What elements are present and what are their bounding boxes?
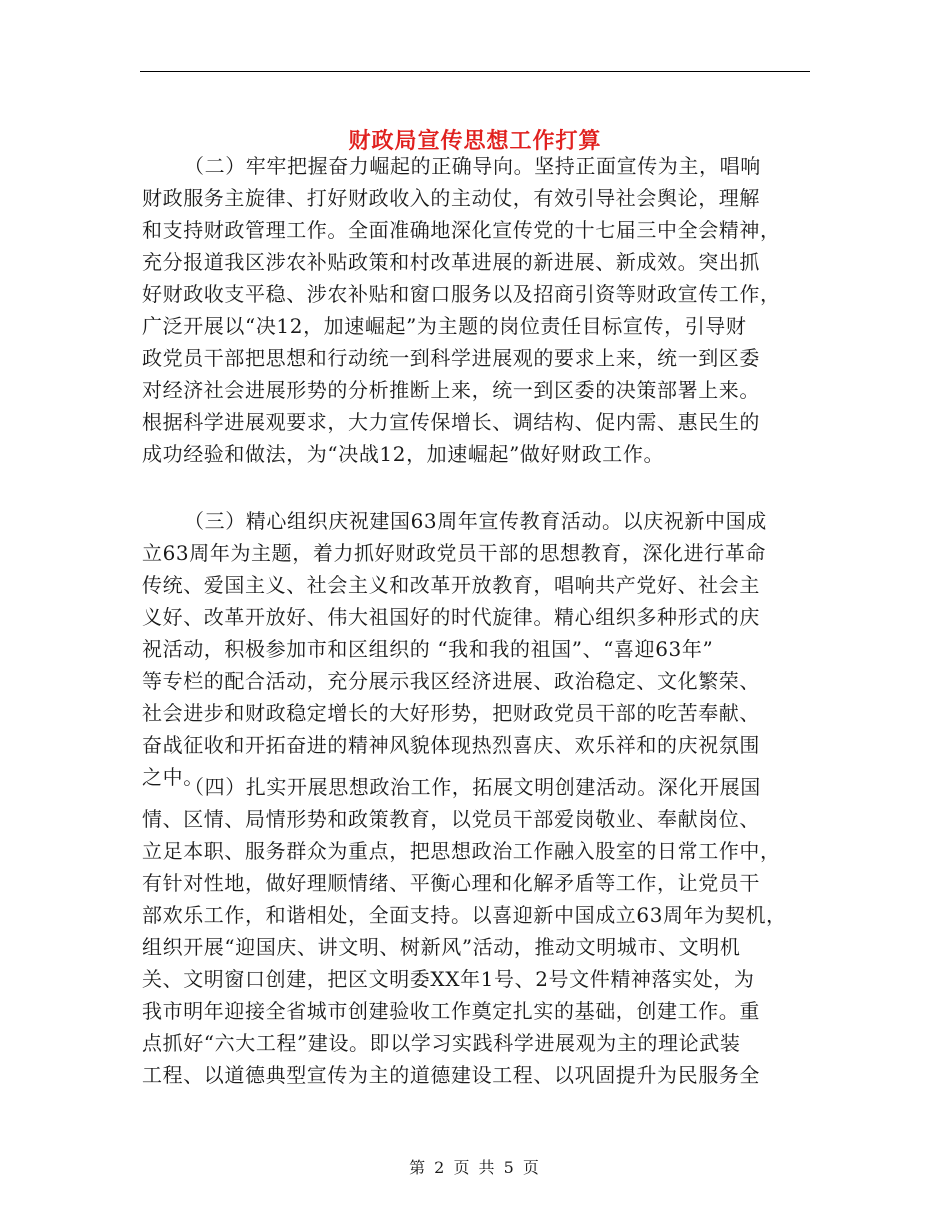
paragraph-line: 好财政收支平稳、涉农补贴和窗口服务以及招商引资等财政宣传工作，: [142, 282, 781, 306]
paragraph-line: （三）精心组织庆祝建国63周年宣传教育活动。以庆祝新中国成: [184, 509, 767, 533]
paragraph-line: 和支持财政管理工作。全面准确地深化宣传党的十七届三中全会精神，: [142, 218, 781, 242]
paragraph-line: 工程、以道德典型宣传为主的道德建设工程、以巩固提升为民服务全: [142, 1063, 760, 1087]
paragraph-line: 广泛开展以“决12，加速崛起”为主题的岗位责任目标宣传，引导财: [142, 314, 747, 338]
paragraph-line: （四）扎实开展思想政治工作，拓展文明创建活动。深化开展国: [184, 775, 761, 799]
paragraph-line: 我市明年迎接全省城市创建验收工作奠定扎实的基础，创建工作。重: [142, 999, 760, 1023]
page-number-footer: 第 2 页 共 5 页: [409, 1158, 541, 1177]
paragraph-line: 充分报道我区涉农补贴政策和村改革进展的新进展、新成效。突出抓: [142, 250, 760, 274]
paragraph-line: 成功经验和做法，为“决战12，加速崛起”做好财政工作。: [142, 442, 665, 466]
paragraph-line: 政党员干部把思想和行动统一到科学进展观的要求上来，统一到区委: [142, 346, 760, 370]
paragraph-line: 根据科学进展观要求，大力宣传保增长、调结构、促内需、惠民生的: [142, 410, 760, 434]
paragraph-line: 对经济社会进展形势的分析推断上来，统一到区委的决策部署上来。: [142, 378, 760, 402]
paragraph-line: 点抓好“六大工程”建设。即以学习实践科学进展观为主的理论武装: [142, 1031, 741, 1055]
paragraph-line: 财政服务主旋律、打好财政收入的主动仗，有效引导社会舆论，理解: [142, 186, 760, 210]
paragraph-2: [142, 150, 808, 470]
header-rule: [140, 71, 810, 72]
paragraph-line: 部欢乐工作，和谐相处，全面支持。以喜迎新中国成立63周年为契机，: [142, 903, 787, 927]
paragraph-4: [142, 771, 808, 1091]
paragraph-line: 传统、爱国主义、社会主义和改革开放教育，唱响共产党好、社会主: [142, 573, 760, 597]
paragraph-line: 立足本职、服务群众为重点，把思想政治工作融入股室的日常工作中，: [142, 839, 781, 863]
paragraph-3: [142, 505, 808, 793]
paragraph-line: 组织开展“迎国庆、讲文明、树新风”活动，推动文明城市、文明机: [142, 935, 741, 959]
paragraph-line: 祝活动，积极参加市和区组织的 “我和我的祖国”、“喜迎63年”: [142, 637, 714, 661]
paragraph-line: 有针对性地，做好理顺情绪、平衡心理和化解矛盾等工作，让党员干: [142, 871, 760, 895]
paragraph-line: 关、文明窗口创建，把区文明委XX年1号、2号文件精神落实处，为: [142, 967, 755, 991]
paragraph-line: （二）牢牢把握奋力崛起的正确导向。坚持正面宣传为主，唱响: [184, 154, 761, 178]
paragraph-line: 社会进步和财政稳定增长的大好形势，把财政党员干部的吃苦奉献、: [142, 701, 760, 725]
paragraph-line: 义好、改革开放好、伟大祖国好的时代旋律。精心组织多种形式的庆: [142, 605, 760, 629]
paragraph-line: 奋战征收和开拓奋进的精神风貌体现热烈喜庆、欢乐祥和的庆祝氛围: [142, 733, 760, 757]
document-title: 财政局宣传思想工作打算: [348, 127, 602, 154]
paragraph-line: 等专栏的配合活动，充分展示我区经济进展、政治稳定、文化繁荣、: [142, 669, 760, 693]
paragraph-line: 之中。: [142, 765, 204, 789]
paragraph-line: 情、区情、局情形势和政策教育，以党员干部爱岗敬业、奉献岗位、: [142, 807, 760, 831]
paragraph-line: 立63周年为主题，着力抓好财政党员干部的思想教育，深化进行革命: [142, 541, 767, 565]
